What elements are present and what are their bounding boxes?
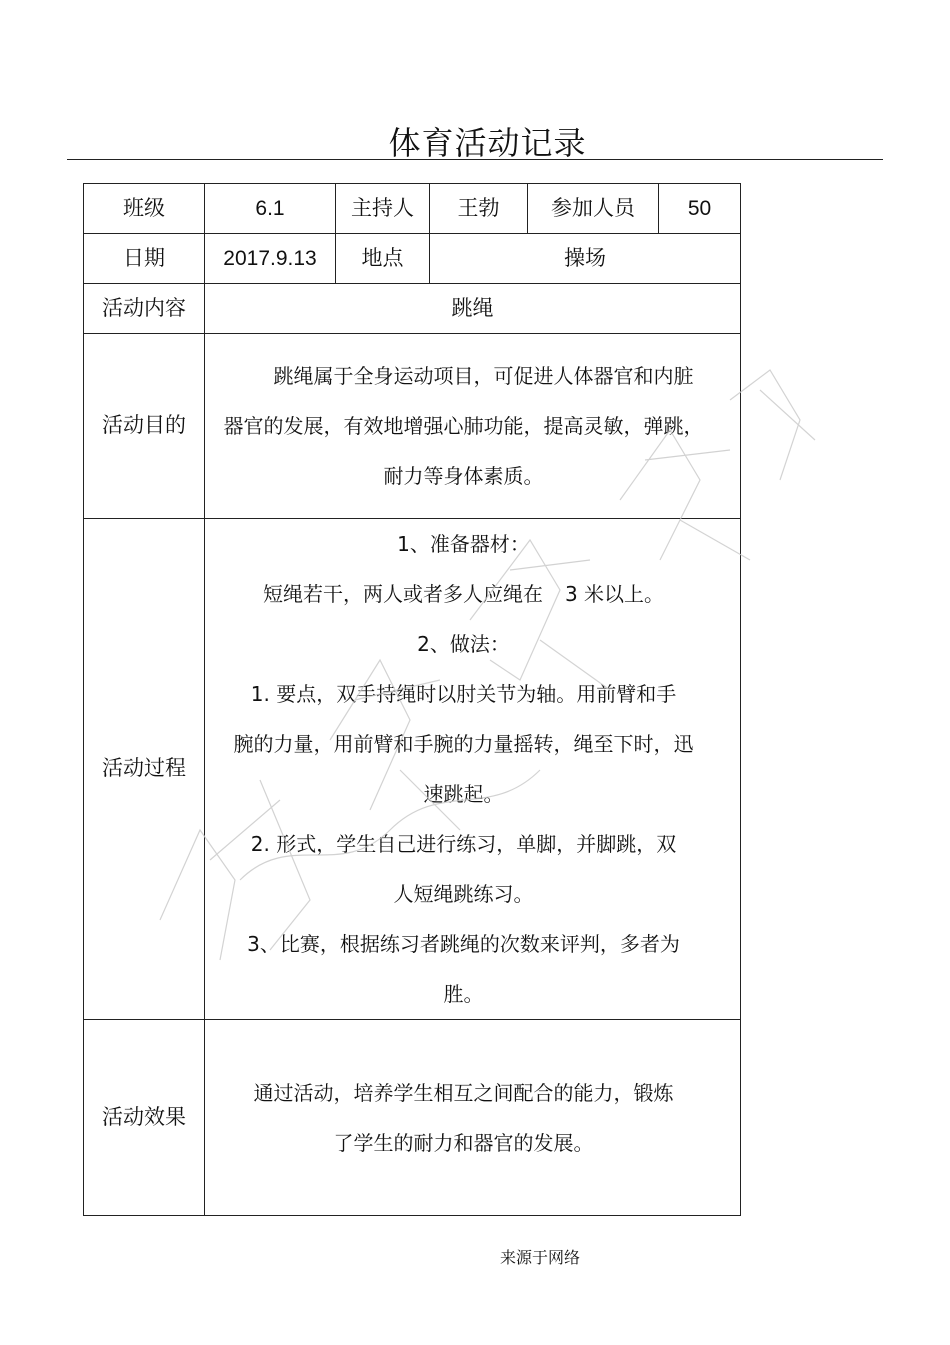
place-value: 操场: [430, 234, 741, 284]
participants-label: 参加人员: [528, 184, 659, 234]
table-row: [84, 519, 741, 1020]
content-label: 活动内容: [84, 284, 205, 334]
point2-line: 人短绳跳练习。: [393, 882, 534, 906]
content-value: 跳绳: [205, 284, 741, 334]
process-text: [205, 519, 740, 1019]
date-label: 日期: [84, 234, 205, 284]
point2-line: 2. 形式，学生自己进行练习，单脚，并脚跳，双: [250, 832, 677, 856]
host-label: 主持人: [336, 184, 430, 234]
table-row: [84, 334, 741, 519]
table-row: [84, 184, 741, 234]
step1-text-a: 短绳若干，两人或者多人应绳在: [262, 582, 543, 606]
table-row: [84, 234, 741, 284]
step3-line: 胜。: [443, 982, 484, 1006]
class-value: 6.1: [205, 184, 336, 234]
purpose-line: 器官的发展，有效地增强心肺功能，提高灵敏，弹跳，: [223, 414, 704, 438]
activity-record-table: [83, 183, 741, 1216]
place-label: 地点: [336, 234, 430, 284]
process-cell: [205, 519, 741, 1020]
point1-line: 1. 要点，双手持绳时以肘关节为轴。用前臂和手: [250, 682, 677, 706]
purpose-line: 耐力等身体素质。: [383, 464, 544, 488]
step1-text: [215, 569, 712, 619]
purpose-label: 活动目的: [84, 334, 205, 519]
effect-cell: [205, 1020, 741, 1216]
page-title: 体育活动记录: [388, 124, 587, 162]
table-row: [84, 284, 741, 334]
effect-line: 了学生的耐力和器官的发展。: [333, 1130, 594, 1155]
title-divider: [67, 159, 883, 160]
participants-value: 50: [659, 184, 741, 234]
point1-line: 速跳起。: [423, 782, 504, 806]
class-label: 班级: [84, 184, 205, 234]
date-value: 2017.9.13: [205, 234, 336, 284]
host-value: 王勃: [430, 184, 528, 234]
table-row: [84, 1020, 741, 1216]
step2-title: 2、做法：: [417, 632, 510, 656]
step3-line: 3、比赛，根据练习者跳绳的次数来评判，多者为: [247, 932, 680, 956]
point1-line: 腕的力量，用前臂和手腕的力量摇转，绳至下时，迅: [233, 732, 694, 756]
effect-text: [205, 1068, 740, 1168]
step1-title: 1、准备器材：: [397, 532, 530, 556]
effect-label: 活动效果: [84, 1020, 205, 1216]
purpose-text: [205, 351, 740, 501]
purpose-line: 跳绳属于全身运动项目，可促进人体器官和内脏: [273, 364, 694, 388]
footer-source: 来源于网络: [500, 1248, 581, 1267]
process-label: 活动过程: [84, 519, 205, 1020]
purpose-cell: [205, 334, 741, 519]
effect-line: 通过活动，培养学生相互之间配合的能力，锻炼: [253, 1080, 674, 1105]
step1-text-b: 3 米以上。: [564, 582, 665, 606]
